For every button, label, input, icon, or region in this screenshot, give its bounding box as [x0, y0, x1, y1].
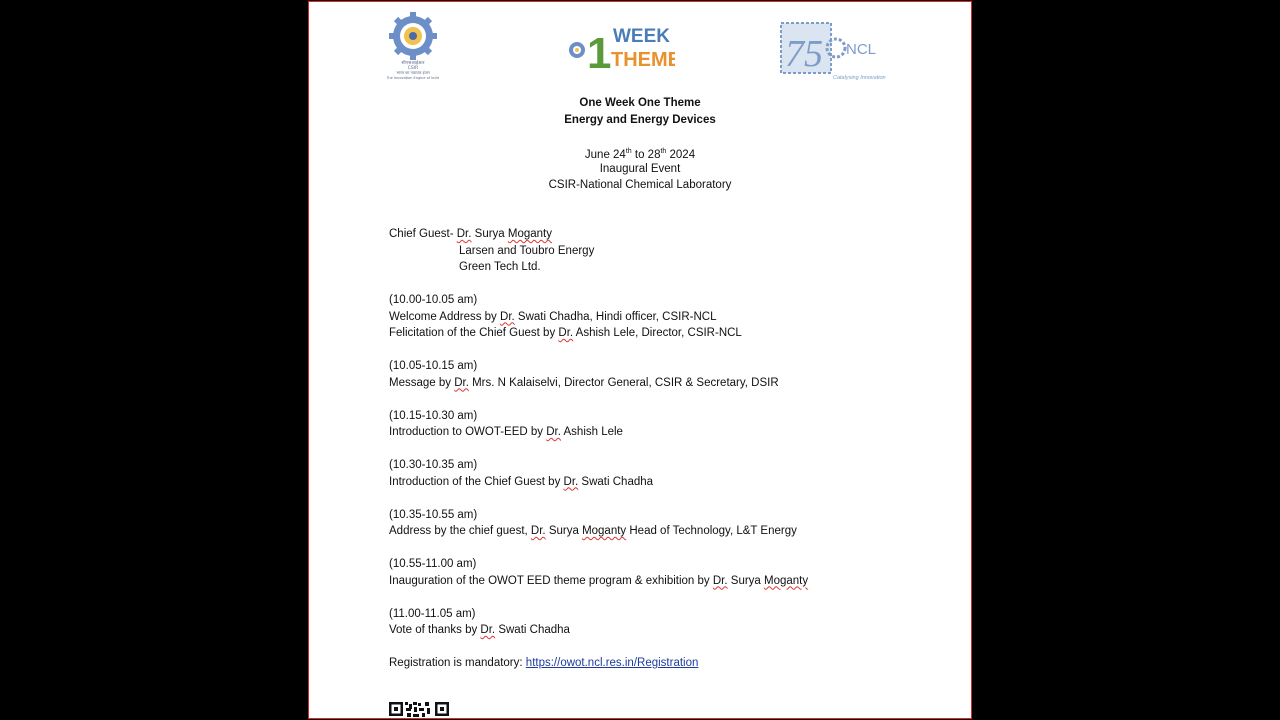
document-page: [308, 1, 972, 719]
schedule-item: [389, 325, 949, 342]
schedule-item: [389, 375, 949, 392]
qr-code: [389, 702, 451, 718]
schedule-item-b: Swati Chadha: [578, 475, 654, 488]
schedule-item: [389, 424, 949, 441]
one-week-one-theme-logo: [567, 20, 675, 74]
event-venue: CSIR-National Chemical Laboratory: [548, 179, 732, 191]
ncl-logo-name: NCL: [846, 41, 877, 58]
csir-logo: [387, 12, 439, 80]
schedule-item-a: Inauguration of the OWOT EED theme program & exhibition by: [389, 574, 713, 587]
csir-caption-4: The Innovation Engine of India: [387, 76, 439, 80]
ncl-logo-tagline: Catalysing Innovation: [833, 75, 886, 81]
schedule-time: (10.15-10.30 am): [389, 409, 478, 422]
week-logo-line1: WEEK: [613, 26, 670, 47]
schedule-item: [389, 573, 949, 590]
schedule-item-dr: Dr.: [480, 624, 496, 636]
chief-guest-org-2: Green Tech Ltd.: [459, 261, 541, 273]
registration-link[interactable]: https://owot.ncl.res.in/Registration: [525, 657, 699, 669]
csir-caption-3: भारत का नवाचार इंजन: [396, 70, 430, 75]
schedule-item-a: Message by: [389, 376, 455, 389]
schedule-item-a: Address by the chief guest,: [389, 525, 531, 537]
schedule-time: (11.00-11.05 am): [389, 607, 476, 620]
event-name: Inaugural Event: [599, 162, 681, 175]
schedule-item-b: Mrs. N Kalaiselvi, Director General, CSIR & Secretary, DSIR: [468, 376, 779, 389]
csir-caption-2: CSIR: [407, 66, 419, 71]
schedule-item: [389, 309, 949, 326]
csir-caption-1: सीएसआईआर: [401, 61, 425, 66]
schedule-item-dr: Dr.: [500, 310, 515, 323]
schedule-item-b: Ashish Lele: [560, 426, 623, 438]
chief-guest-org-1: Larsen and Toubro Energy: [459, 244, 595, 257]
schedule-time: (10.55-11.00 am): [389, 558, 477, 570]
schedule-item-b: Swati Chadha: [495, 624, 570, 636]
date-mid: to 28: [631, 148, 661, 161]
schedule-item-b: Surya: [545, 525, 583, 537]
schedule-item-a: Felicitation of the Chief Guest by: [389, 327, 559, 339]
schedule-time: (10.05-10.15 am): [389, 360, 478, 372]
programme-content: [389, 226, 949, 672]
date-sup-2: th: [660, 148, 667, 155]
schedule-item-dr: Dr.: [530, 525, 546, 537]
schedule-item-sq: Moganty: [582, 525, 627, 537]
chief-guest-dr: Dr.: [456, 228, 472, 240]
chief-guest-last: Moganty: [507, 228, 552, 240]
date-suffix: 2024: [666, 148, 696, 161]
ncl-logo-numeral: 75: [785, 33, 823, 75]
schedule-item: [389, 474, 949, 491]
schedule-item-a: Vote of thanks by: [389, 624, 481, 636]
date-prefix: June 24: [584, 148, 626, 161]
schedule-list: [389, 292, 949, 655]
schedule-item-dr: Dr.: [546, 426, 561, 438]
registration-line: [389, 655, 949, 672]
schedule-item: [389, 523, 949, 540]
schedule-item-a: Welcome Address by: [389, 310, 501, 323]
chief-guest-label: Chief Guest-: [389, 228, 457, 240]
schedule-item-a: Introduction to OWOT-EED by: [389, 426, 547, 438]
schedule-item-dr: Dr.: [558, 327, 574, 339]
schedule-time: (10.35-10.55 am): [389, 508, 478, 521]
schedule-item-dr: Dr.: [563, 475, 579, 488]
schedule-item: [389, 622, 949, 639]
schedule-item-b: Ashish Lele, Director, CSIR-NCL: [573, 327, 742, 339]
schedule-item-a: Introduction of the Chief Guest by: [389, 475, 564, 488]
schedule-item-b: Swati Chadha, Hindi officer, CSIR-NCL: [514, 310, 717, 323]
chief-guest-line: [389, 226, 949, 243]
date-sup-1: th: [625, 148, 632, 155]
page-subtitle: Energy and Energy Devices: [564, 113, 716, 126]
page-title: One Week One Theme: [579, 97, 701, 109]
chief-guest-first: Surya: [471, 228, 508, 240]
schedule-time: (10.30-10.35 am): [389, 459, 478, 471]
registration-label: Registration is mandatory:: [389, 657, 526, 669]
week-logo-numeral: 1: [587, 29, 612, 74]
schedule-item-dr: Dr.: [454, 376, 469, 389]
week-logo-line2: THEME: [611, 49, 675, 71]
schedule-time: (10.00-10.05 am): [389, 294, 478, 306]
schedule-item-sq: Moganty: [764, 574, 809, 587]
schedule-item-b: Surya: [727, 574, 765, 587]
schedule-item-c: Head of Technology, L&T Energy: [626, 525, 797, 537]
schedule-item-dr: Dr.: [712, 574, 728, 587]
ncl-75-logo: [780, 22, 888, 82]
